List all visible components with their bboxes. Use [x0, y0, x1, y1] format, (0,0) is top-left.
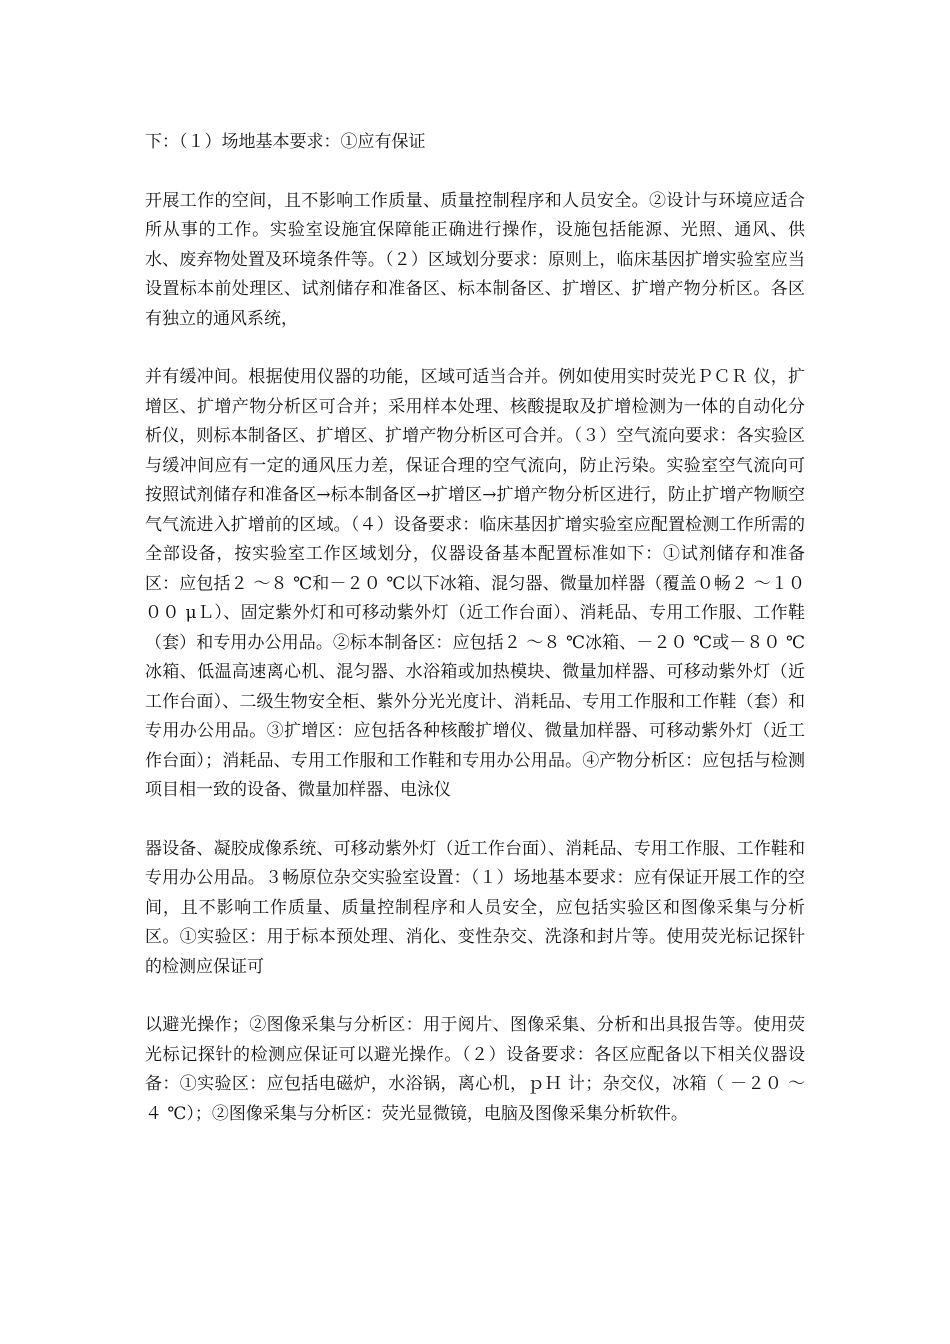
paragraph-3: 并有缓冲间。根据使用仪器的功能，区域可适当合并。例如使用实时荧光ＰＣＲ 仪，扩增区、扩增产物分析区可合并；采用样本处理、核酸提取及扩增检测为一体的自动化分析仪，则标本制备区、扩增区、扩增产物分析区可合并。（３）空气流向要求：各实验区与缓冲间应有一定的通风压力差，保证合理的空气流向，防止污染。实验室空气流向可按照试剂储存和准备区→标本制备区→扩增区→扩增产物分析区进行，防止扩增产物顺空气气流进入扩增前的区域。（４）设备要求：临床基因扩增实验室应配置检测工作所需的全部设备，按实验室工作区域划分，仪器设备基本配置标准如下：①试剂储存和准备区：应包括２ ～８ ℃和－２０ ℃以下冰箱、混匀器、微量加样器（覆盖０畅２ ～１０００ μＬ）、固定紫外灯和可移动紫外灯（近工作台面）、消耗品、专用工作服、工作鞋（套）和专用办公用品。②标本制备区：应包括２ ～８ ℃冰箱、－２０ ℃或－８０ ℃冰箱、低温高速离心机、混匀器、水浴箱或加热模块、微量加样器、可移动紫外灯（近工作台面）、二级生物安全柜、紫外分光光度计、消耗品、专用工作服和工作鞋（套）和专用办公用品。③扩增区：应包括各种核酸扩增仪、微量加样器、可移动紫外灯（近工作台面）；消耗品、专用工作服和工作鞋和专用办公用品。④产物分析区：应包括与检测项目相一致的设备、微量加样器、电泳仪 [145, 367, 805, 800]
paragraph-gap [145, 982, 805, 1011]
document-body [145, 128, 805, 1129]
paragraph-4: 器设备、凝胶成像系统、可移动紫外灯（近工作台面）、消耗品、专用工作服、工作鞋和专用办公用品。３畅原位杂交实验室设置：（１）场地基本要求：应有保证开展工作的空间，且不影响工作质量、质量控制程序和人员安全，应包括实验区和图像采集与分析区。①实验区：用于标本预处理、消化、变性杂交、洗涤和封片等。使用荧光标记探针的检测应保证可 [145, 838, 805, 977]
paragraph-gap [145, 334, 805, 363]
paragraph-5: 以避光操作；②图像采集与分析区：用于阅片、图像采集、分析和出具报告等。使用荧光标记探针的检测应保证可以避光操作。（２）设备要求：各区应配备以下相关仪器设备：①实验区：应包括电磁炉，水浴锅，离心机，ｐＨ 计；杂交仪，冰箱（ －２０ ～４ ℃）；②图像采集与分析区：荧光显微镜，电脑及图像采集分析软件。 [145, 1015, 805, 1124]
paragraph-1: 下：（１）场地基本要求：①应有保证 [145, 132, 426, 152]
paragraph-gap [145, 806, 805, 835]
paragraph-gap [145, 158, 805, 187]
paragraph-2: 开展工作的空间，且不影响工作质量、质量控制程序和人员安全。②设计与环境应适合所从事的工作。实验室设施宜保障能正确进行操作，设施包括能源、光照、通风、供水、废弃物处置及环境条件等。（２）区域划分要求：原则上，临床基因扩增实验室应当设置标本前处理区、试剂储存和准备区、标本制备区、扩增区、扩增产物分析区。各区有独立的通风系统， [145, 190, 805, 329]
